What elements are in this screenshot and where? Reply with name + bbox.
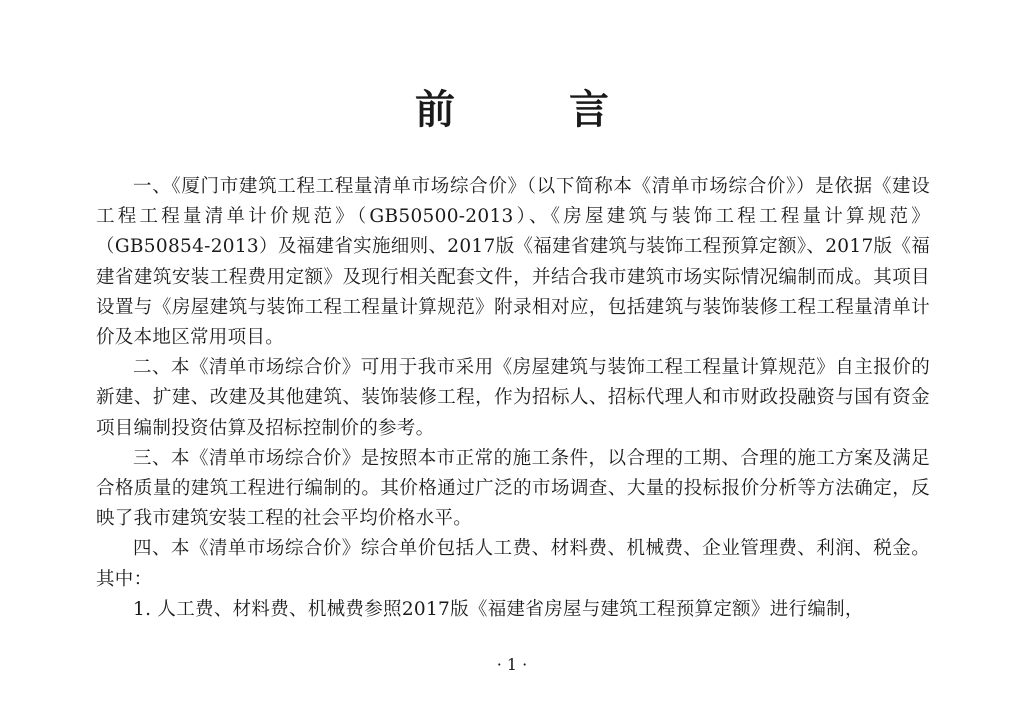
paragraph-4: 四、本《清单市场综合价》综合单价包括人工费、材料费、机械费、企业管理费、利润、税金。其中： [96,538,930,590]
paragraph-1: 一、《厦门市建筑工程工程量清单市场综合价》（以下简称本《清单市场综合价》）是依据《建设工程工程量清单计价规范》（GB50500-2013）、《房屋建筑与装饰工程工程量计算规范》（GB50854-2013）及福建省实施细则、2017版《福建省建筑与装饰工程预算定额》、2017版《福建省建筑安装工程费用定额》及现行相关配套文件，并结合我市建筑市场实际情况编制而成。其项目设置与《房屋建筑与装饰工程工程量计算规范》附录相对应，包括建筑与装饰装修工程工程量清单计价及本地区常用项目。 [96,176,930,349]
paragraph-2: 二、本《清单市场综合价》可用于我市采用《房屋建筑与装饰工程工程量计算规范》自主报价的新建、扩建、改建及其他建筑、装饰装修工程，作为招标人、招标代理人和市财政投融资与国有资金项目编制投资估算及招标控制价的参考。 [96,357,930,439]
page-title: 前 言 [415,86,659,133]
document-body [96,172,930,625]
paragraph-3: 三、本《清单市场综合价》是按照本市正常的施工条件，以合理的工期、合理的施工方案及满足合格质量的建筑工程进行编制的。其价格通过广泛的市场调查、大量的投标报价分析等方法确定，反映了我市建筑安装工程的社会平均价格水平。 [96,447,930,530]
paragraph-5: 1. 人工费、材料费、机械费参照2017版《福建省房屋与建筑工程预算定额》进行编制， [133,598,864,620]
page-number: · 1 · [496,655,528,674]
